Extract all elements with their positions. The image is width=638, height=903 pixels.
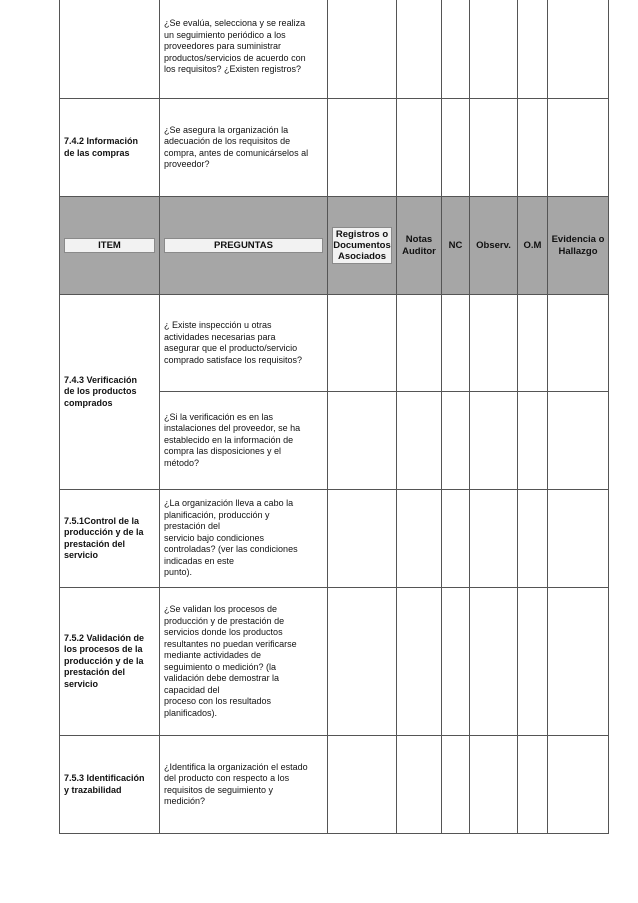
registros-cell[interactable] xyxy=(328,490,397,588)
om-cell[interactable] xyxy=(518,295,548,392)
om-cell[interactable] xyxy=(518,99,548,197)
question-cell: ¿Se validan los procesos de producción y de prestación de servicios donde los productos resultantes no puedan verificarse mediante actividades de seguimiento o medición? (la validación debe demostrar la capacidad del proceso con los resultados planificados). xyxy=(160,588,328,736)
table-row xyxy=(60,736,609,834)
question-cell: ¿Se asegura la organización la adecuación de los requisitos de compra, antes de comunicárselos al proveedor? xyxy=(160,99,328,197)
header-item: ITEM xyxy=(60,197,160,295)
evidencia-cell[interactable] xyxy=(548,0,609,99)
registros-cell[interactable] xyxy=(328,392,397,490)
nc-cell[interactable] xyxy=(442,0,470,99)
notas-cell[interactable] xyxy=(397,588,442,736)
evidencia-cell[interactable] xyxy=(548,490,609,588)
evidencia-cell[interactable] xyxy=(548,736,609,834)
notas-cell[interactable] xyxy=(397,0,442,99)
question-cell: ¿Se evalúa, selecciona y se realiza un seguimiento periódico a los proveedores para suministrar productos/servicios de acuerdo con los requisitos? ¿Existen registros? xyxy=(160,0,328,99)
registros-cell[interactable] xyxy=(328,99,397,197)
observ-cell[interactable] xyxy=(470,392,518,490)
evidencia-cell[interactable] xyxy=(548,99,609,197)
nc-cell[interactable] xyxy=(442,295,470,392)
question-cell: ¿La organización lleva a cabo la planificación, producción y prestación del servicio bajo condiciones controladas? (ver las condiciones indicadas en este punto). xyxy=(160,490,328,588)
registros-cell[interactable] xyxy=(328,295,397,392)
item-cell xyxy=(60,0,160,99)
header-nc: NC xyxy=(442,197,470,295)
om-cell[interactable] xyxy=(518,588,548,736)
nc-cell[interactable] xyxy=(442,490,470,588)
header-om: O.M xyxy=(518,197,548,295)
notas-cell[interactable] xyxy=(397,295,442,392)
question-cell: ¿Si la verificación es en las instalaciones del proveedor, se ha establecido en la información de compra las disposiciones y el método? xyxy=(160,392,328,490)
om-cell[interactable] xyxy=(518,392,548,490)
notas-cell[interactable] xyxy=(397,99,442,197)
observ-cell[interactable] xyxy=(470,588,518,736)
observ-cell[interactable] xyxy=(470,99,518,197)
observ-cell[interactable] xyxy=(470,490,518,588)
audit-checklist-table xyxy=(59,0,609,834)
nc-cell[interactable] xyxy=(442,588,470,736)
item-cell: 7.4.3 Verificación de los productos comprados xyxy=(60,295,160,490)
item-cell: 7.5.3 Identificación y trazabilidad xyxy=(60,736,160,834)
item-cell: 7.5.1Control de la producción y de la prestación del servicio xyxy=(60,490,160,588)
table-header-row xyxy=(60,197,609,295)
registros-cell[interactable] xyxy=(328,588,397,736)
question-cell: ¿ Existe inspección u otras actividades necesarias para asegurar que el producto/servicio comprado satisface los requisitos? xyxy=(160,295,328,392)
header-registros: Registros o Documentos Asociados xyxy=(328,197,397,295)
notas-cell[interactable] xyxy=(397,736,442,834)
evidencia-cell[interactable] xyxy=(548,295,609,392)
table-row xyxy=(60,490,609,588)
observ-cell[interactable] xyxy=(470,736,518,834)
observ-cell[interactable] xyxy=(470,0,518,99)
header-evidencia: Evidencia o Hallazgo xyxy=(548,197,609,295)
table-row xyxy=(60,99,609,197)
table-row xyxy=(60,295,609,392)
header-preguntas: PREGUNTAS xyxy=(160,197,328,295)
item-cell: 7.4.2 Información de las compras xyxy=(60,99,160,197)
nc-cell[interactable] xyxy=(442,392,470,490)
registros-cell[interactable] xyxy=(328,736,397,834)
om-cell[interactable] xyxy=(518,736,548,834)
evidencia-cell[interactable] xyxy=(548,392,609,490)
item-cell: 7.5.2 Validación de los procesos de la producción y de la prestación del servicio xyxy=(60,588,160,736)
notas-cell[interactable] xyxy=(397,490,442,588)
table-row xyxy=(60,588,609,736)
nc-cell[interactable] xyxy=(442,99,470,197)
nc-cell[interactable] xyxy=(442,736,470,834)
question-cell: ¿Identifica la organización el estado del producto con respecto a los requisitos de seguimiento y medición? xyxy=(160,736,328,834)
evidencia-cell[interactable] xyxy=(548,588,609,736)
table-row xyxy=(60,0,609,99)
observ-cell[interactable] xyxy=(470,295,518,392)
registros-cell[interactable] xyxy=(328,0,397,99)
notas-cell[interactable] xyxy=(397,392,442,490)
om-cell[interactable] xyxy=(518,490,548,588)
om-cell[interactable] xyxy=(518,0,548,99)
header-notas: Notas Auditor xyxy=(397,197,442,295)
header-observ: Observ. xyxy=(470,197,518,295)
